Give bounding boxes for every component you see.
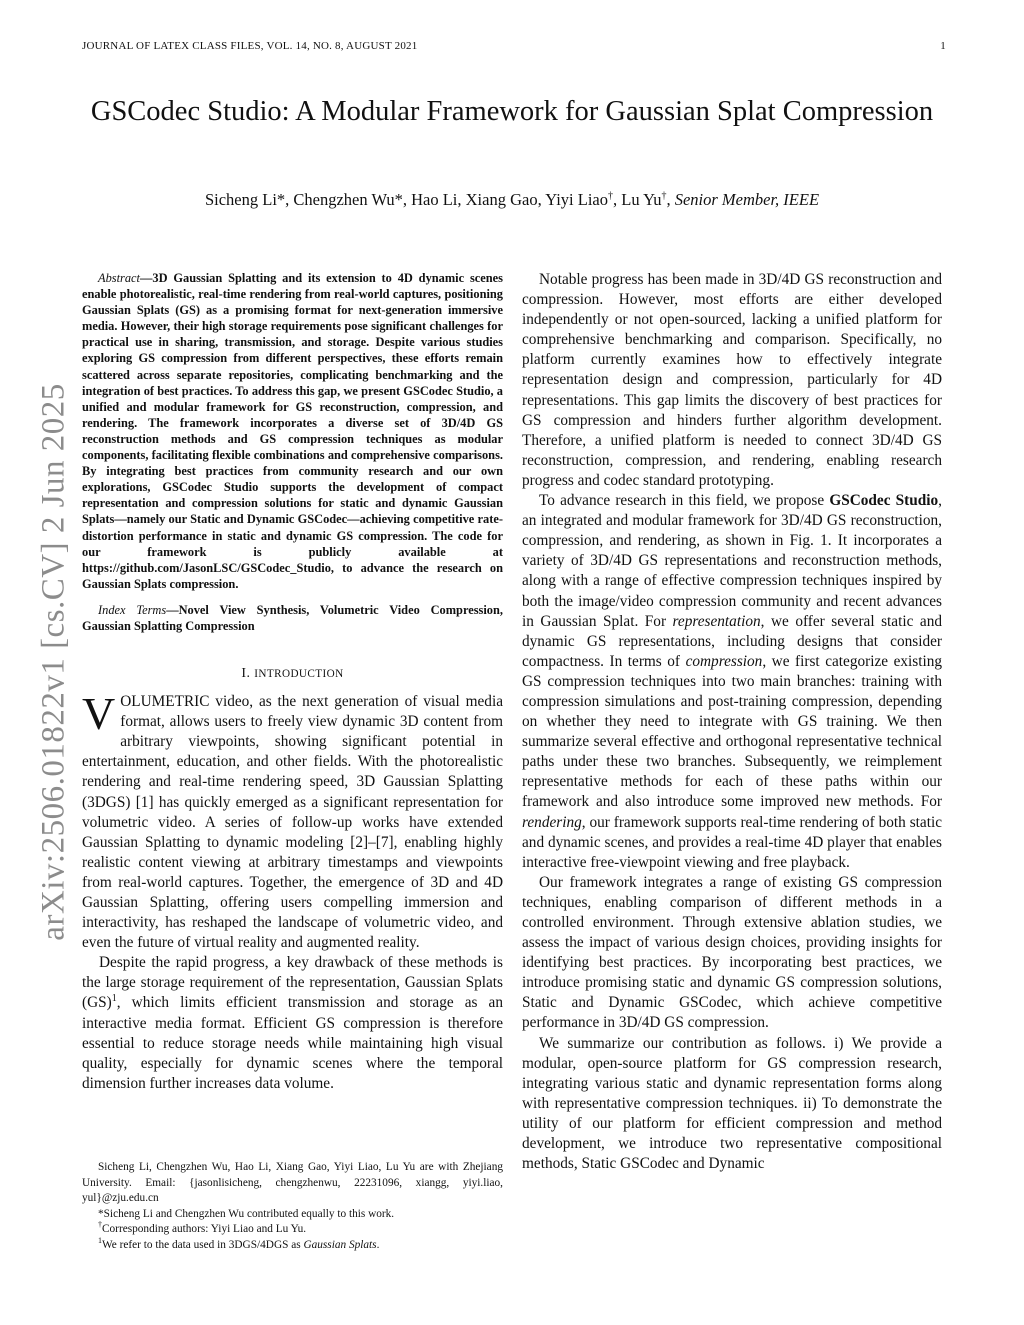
authors-text: Sicheng Li*, Chengzhen Wu*, Hao Li, Xiang Gao, Yiyi Liao xyxy=(204,190,609,209)
authors-suffix: , xyxy=(666,190,675,209)
index-terms-text: —Novel View Synthesis, Volumetric Video Compression, Gaussian Splatting Compression xyxy=(82,602,503,633)
footnote-1-text-a: We refer to the data used in 3DGS/4DGS as xyxy=(102,1238,304,1251)
section-numeral: I. xyxy=(241,666,251,682)
index-terms-label: Index Terms xyxy=(98,602,167,617)
footnote-1 xyxy=(82,1235,503,1254)
intro-paragraph-6: We summarize our contribution as follows. i) We provide a modular, open-source platform for GS compression research, integrating various static and dynamic representation forms along with representative compression techniques. ii) To demonstrate the utility of our platform for efficient compression and method development, we introduce two representative compositional methods, Static GSCodec and Dynamic xyxy=(522,1034,942,1173)
intro-paragraph-4 xyxy=(522,491,942,873)
footnote-equal-contribution: *Sicheng Li and Chengzhen Wu contributed equally to this work. xyxy=(98,1207,395,1220)
footnote-corresponding-text: Corresponding authors: Yiyi Liao and Lu Yu. xyxy=(102,1223,307,1235)
index-terms xyxy=(82,602,503,634)
journal-header: JOURNAL OF LATEX CLASS FILES, VOL. 14, NO. 8, AUGUST 2021 xyxy=(82,40,418,52)
footnotes xyxy=(82,1160,503,1253)
running-head xyxy=(82,40,946,56)
footnote-ref: 1 xyxy=(111,993,117,1005)
intro-p4-italic-1: representation xyxy=(672,612,761,630)
footnote-1-italic: Gaussian Splats xyxy=(303,1238,377,1251)
footnote-corresponding xyxy=(82,1222,503,1238)
intro-p4-italic-2: compression xyxy=(685,652,763,670)
intro-p4-text-b: , an integrated and modular framework for 3D/4D GS reconstruction, compression, and rendering, as shown in Fig. 1. It incorporates a variety of 3D/4D GS representations and reconstruction methods, along with a range of effective compression techniques inspired by both the image/video compression community and recent advances in Gaussian Splat. For xyxy=(522,492,942,630)
author-membership: Senior Member, IEEE xyxy=(674,190,820,209)
paper-title: GSCodec Studio: A Modular Framework for Gaussian Splat Compression xyxy=(90,96,934,127)
footnote-mark: 1 xyxy=(98,1235,102,1245)
framework-name: GSCodec Studio xyxy=(829,492,939,510)
intro-p4-text-e: , our framework supports real-time rendering of both static and dynamic scenes, and provides a real-time 4D player that enables interactive free-viewpoint viewing and free playback. xyxy=(522,813,942,871)
footnote-1-text-b: . xyxy=(376,1238,380,1251)
abstract-text: —3D Gaussian Splatting and its extension to 4D dynamic scenes enable photorealistic, real-time rendering from real-world captures, positioning Gaussian Splats (GS) as a promising format for next-generation immersive media. However, their high storage requirements pose significant challenges for practical use in sharing, transmission, and storage. Despite various studies exploring GS compression from different perspectives, these efforts remain scattered across separate repositories, complicating benchmarking and the integration of best practices. To address this gap, we present GSCodec Studio, a unified and modular framework for GS reconstruction, compression, and rendering. The framework incorporates a diverse set of 3D/4D GS reconstruction methods and GS compression techniques as modular components, facilitating flexible combinations and comprehensive comparisons. By integrating best practices from community research and our own explorations, GSCodec Studio supports the development of compact representation and compression solutions for static and dynamic Gaussian Splats—namely our Static and Dynamic GSCodec—achieving competitive rate-distortion performance in static and dynamic GS compression. The code for our framework is publicly available at https://github.com/JasonLSC/GSCodec_Studio, to advance the research on Gaussian Splats compression. xyxy=(82,271,503,591)
footnote-affiliation: Sicheng Li, Chengzhen Wu, Hao Li, Xiang Gao, Yiyi Liao, Lu Yu are with Zhejiang University. Email: {jasonlisicheng, chengzhenwu, 22231096, xiangg, yiyi.liao, yul}@zju.edu.cn xyxy=(82,1161,503,1204)
intro-paragraph-2 xyxy=(82,953,503,1094)
intro-p4-text-c: , we offer several static and dynamic GS representations, including designs that consider compactness. In terms of xyxy=(522,612,942,670)
section-heading xyxy=(82,666,503,682)
intro-paragraph-3: Notable progress has been made in 3D/4D GS reconstruction and compression. However, most efforts are either developed independently or not open-sourced, lacking a unified platform for comprehensive benchmarking and comparison. Specifically, no platform currently examines how to effectively integrate representation design and compression, particularly for 4D representations. This gap limits the discovery of best practices for GS compression and hinders further algorithm development. Therefore, a unified platform is needed to connect 3D/4D GS reconstruction, compression, and rendering, enabling research progress and codec standard prototyping. xyxy=(522,271,942,489)
page-number: 1 xyxy=(940,40,946,52)
right-column xyxy=(522,270,942,1174)
author-list xyxy=(82,190,942,210)
arxiv-identifier: arXiv:2506.01822v1 [cs.CV] 2 Jun 2025 xyxy=(35,383,72,941)
dagger-mark: † xyxy=(608,190,614,202)
dagger-mark: † xyxy=(98,1220,102,1230)
intro-p4-italic-3: rendering xyxy=(522,813,582,831)
intro-p4-text-a: To advance research in this field, we propose xyxy=(539,492,830,510)
intro-p2-text-a: Despite the rapid progress, a key drawback of these methods is the large storage requirement of the representation, Gaussian Splats (GS) xyxy=(82,954,503,1012)
intro-p2-text-b: , which limits efficient transmission and storage as an interactive media format. Efficient GS compression is therefore essential to reduce storage needs while maintaining high visual quality, especially for dynamic scenes where the temporal dimension further increases data volume. xyxy=(82,994,503,1092)
authors-sep: , Lu Yu xyxy=(613,190,662,209)
abstract xyxy=(82,270,503,592)
dagger-mark: † xyxy=(661,190,667,202)
left-column xyxy=(82,270,503,1094)
section-title: INTRODUCTION xyxy=(254,668,344,681)
drop-cap: V xyxy=(82,688,116,740)
intro-paragraph-1 xyxy=(82,688,503,953)
intro-p4-text-d: , we first categorize existing GS compression techniques into two main branches: training with compression simulations and post-training compression, depending on whether they need to integrate with GS training. We then summarize several effective and orthogonal representative technical paths under these two branches. Subsequently, we reimplement representative methods for each of these paths within our framework and also introduce some improved new methods. For xyxy=(522,652,943,811)
abstract-label: Abstract xyxy=(98,271,140,285)
intro-p1-text: OLUMETRIC video, as the next generation of visual media format, allows users to freely view dynamic 3D content from arbitrary viewpoints, showing significant potential in entertainment, education, and other fields. With the photorealistic rendering and real-time rendering speed, 3D Gaussian Splatting (3DGS) [1] has quickly emerged as a significant representation for volumetric video. A series of follow-up works have extended Gaussian Splatting to dynamic modeling [2]–[7], enabling highly realistic content viewing at arbitrary timestamps and viewpoints from real-world captures. Together, the emergence of 3D and 4D Gaussian Splatting, offering users compelling immersion and interactivity, has reshaped the landscape of volumetric video, and even the future of virtual reality and augmented reality. xyxy=(82,693,503,952)
intro-paragraph-5: Our framework integrates a range of existing GS compression techniques, enabling comparison of different methods in a controlled environment. Through extensive ablation studies, we assess the impact of various design choices, providing insights for identifying best practices. By incorporating best practices, we introduce promising static and dynamic GS compression solutions, Static and Dynamic GSCodec, which achieve competitive performance in 3D/4D GS compression. xyxy=(522,873,942,1032)
